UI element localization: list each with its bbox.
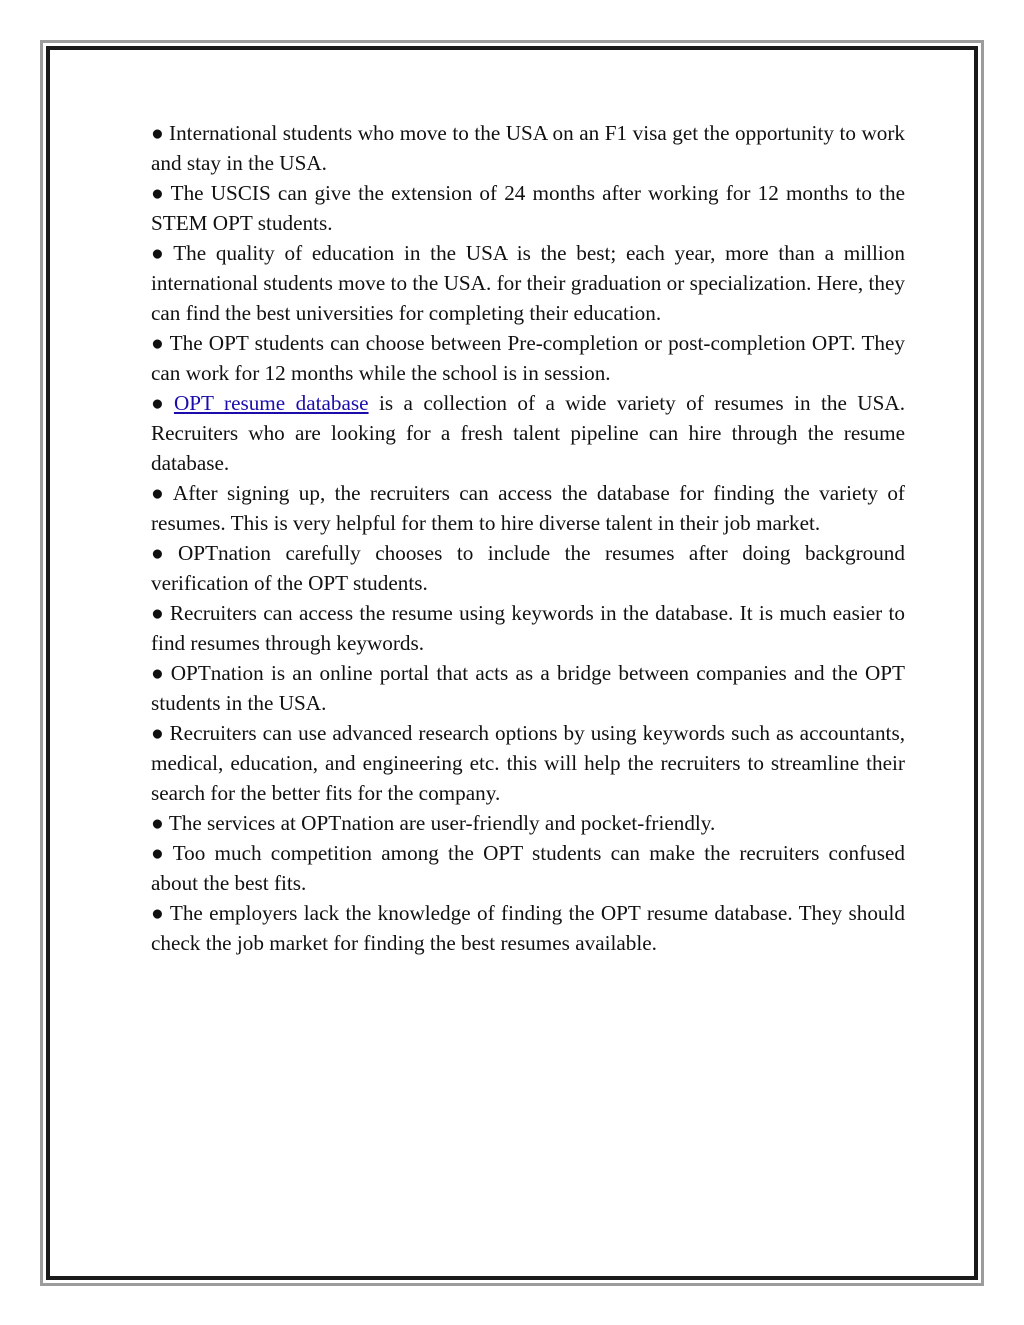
bullet-item [151,178,905,238]
bullet-icon: ● [151,541,173,565]
bullet-item [151,598,905,658]
bullet-text: OPTnation carefully chooses to include the resumes after doing background verification of the OPT students. [151,541,905,595]
bullet-icon: ● [151,601,165,625]
bullet-text: The employers lack the knowledge of finding the OPT resume database. They should check the job market for finding the best resumes available. [151,901,905,955]
bullet-icon: ● [151,241,169,265]
bullet-icon: ● [151,901,165,925]
bullet-item [151,718,905,808]
bullet-icon: ● [151,121,165,145]
bullet-text: After signing up, the recruiters can access the database for finding the variety of resumes. This is very helpful for them to hire diverse talent in their job market. [151,481,905,535]
bullet-icon: ● [151,181,166,205]
bullet-text: The services at OPTnation are user-friendly and pocket-friendly. [168,811,716,835]
bullet-text: Too much competition among the OPT students can make the recruiters confused about the best fits. [151,841,905,895]
bullet-item [151,838,905,898]
bullet-item [151,538,905,598]
bullet-item [151,118,905,178]
bullet-text: OPTnation is an online portal that acts as a bridge between companies and the OPT students in the USA. [151,661,905,715]
bullet-item [151,478,905,538]
document-body [151,118,905,958]
bullet-text: The USCIS can give the extension of 24 months after working for 12 months to the STEM OPT students. [151,181,905,235]
bullet-item [151,388,905,478]
bullet-item [151,238,905,328]
bullet-icon: ● [151,661,166,685]
bullet-text: International students who move to the USA on an F1 visa get the opportunity to work and stay in the USA. [151,121,905,175]
bullet-icon: ● [151,331,165,355]
bullet-text: Recruiters can use advanced research options by using keywords such as accountants, medical, education, and engineering etc. this will help the recruiters to streamline their search for the better fits for the company. [151,721,905,805]
bullet-item [151,808,905,838]
bullet-icon: ● [151,391,169,415]
bullet-item [151,658,905,718]
bullet-text: Recruiters can access the resume using keywords in the database. It is much easier to find resumes through keywords. [151,601,905,655]
bullet-item [151,328,905,388]
opt-resume-database-link[interactable]: OPT resume database [173,391,369,415]
bullet-text: is a collection of a wide variety of resumes in the USA. Recruiters who are looking for a fresh talent pipeline can hire through the resume database. [151,391,905,475]
bullet-icon: ● [151,841,168,865]
bullet-icon: ● [151,481,168,505]
bullet-text: The quality of education in the USA is the best; each year, more than a million international students move to the USA. for their graduation or specialization. Here, they can find the best universities for completing their education. [151,241,905,325]
bullet-icon: ● [151,811,164,835]
bullet-item [151,898,905,958]
bullet-icon: ● [151,721,165,745]
bullet-text: The OPT students can choose between Pre-completion or post-completion OPT. They can work for 12 months while the school is in session. [151,331,905,385]
